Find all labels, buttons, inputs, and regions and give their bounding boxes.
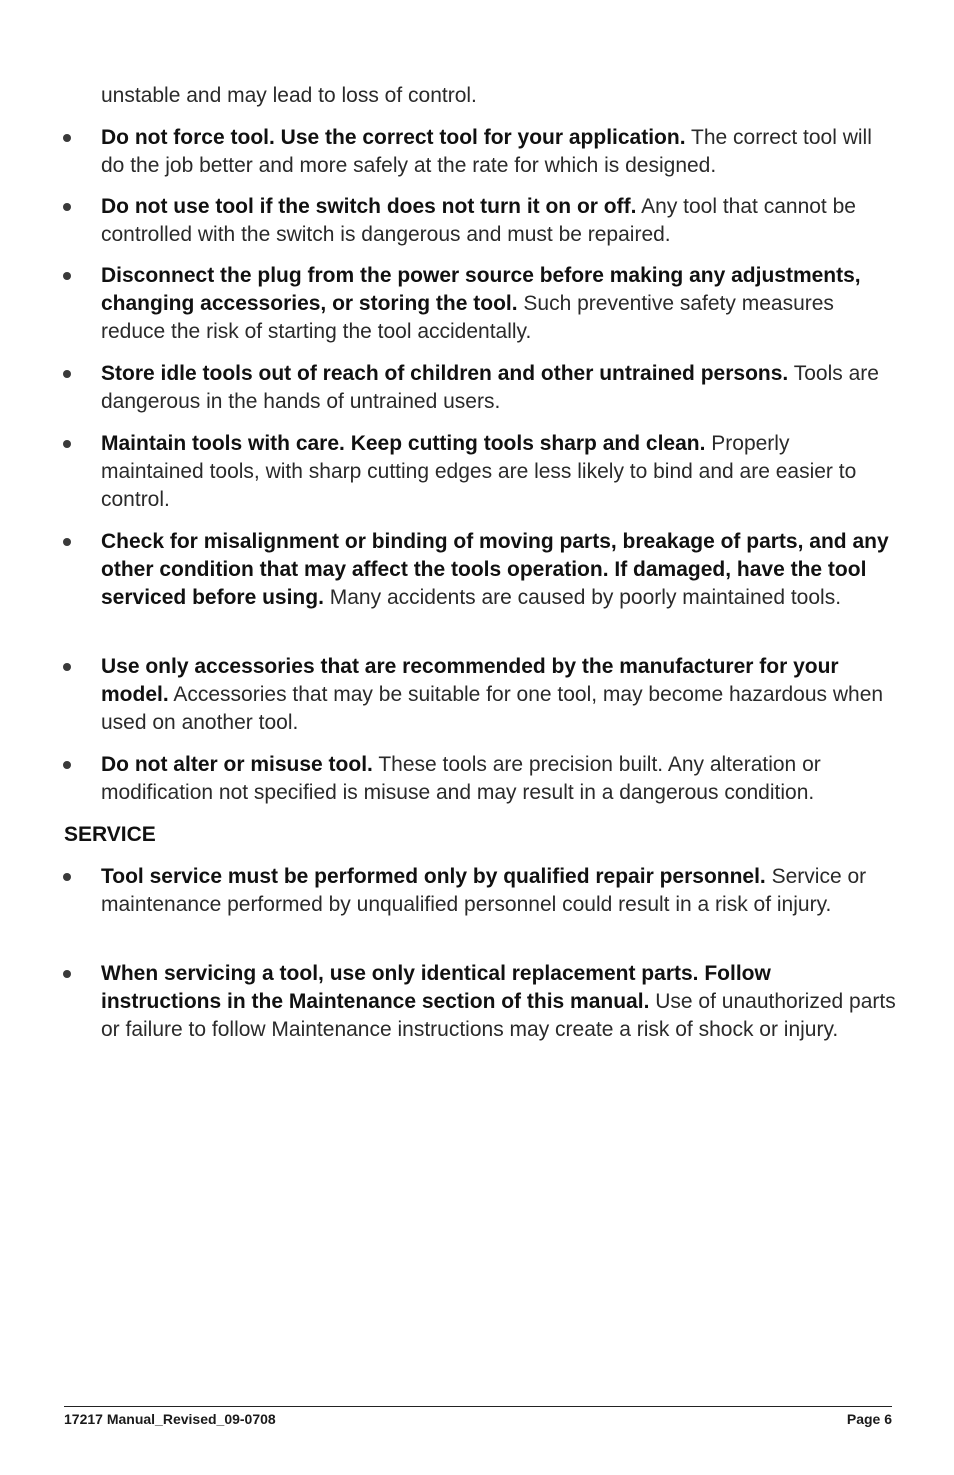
item-text: Many accidents are caused by poorly maintained tools. bbox=[323, 586, 842, 609]
item-heading: Do not force tool. Use the correct tool for your application. bbox=[101, 126, 686, 149]
item-heading: Maintain tools with care. Keep cutting tools sharp and clean. bbox=[101, 432, 706, 455]
safety-item bbox=[101, 528, 896, 612]
safety-item bbox=[101, 653, 896, 737]
continued-text: unstable and may lead to loss of control. bbox=[101, 84, 477, 107]
item-text: The correct tool will do the job better and more safely at the rate for which is designed. bbox=[101, 126, 872, 177]
bullet-icon bbox=[63, 272, 71, 280]
bullet-icon bbox=[63, 663, 71, 671]
service-heading: SERVICE bbox=[64, 823, 156, 846]
bullet-icon bbox=[63, 761, 71, 769]
item-heading: When servicing a tool, use only identical replacement parts. Follow instructions in the Maintenance section of this manual. bbox=[101, 962, 771, 1013]
footer-divider bbox=[64, 1406, 892, 1407]
service-item bbox=[101, 960, 896, 1044]
item-heading: Check for misalignment or binding of moving parts, breakage of parts, and any other condition that may affect the tools operation. If damaged, have the tool serviced before using. bbox=[101, 530, 889, 609]
item-text: Tools are dangerous in the hands of untrained users. bbox=[101, 362, 879, 413]
bullet-icon bbox=[63, 970, 71, 978]
item-text: Accessories that may be suitable for one tool, may become hazardous when used on another tool. bbox=[101, 683, 884, 734]
item-text: Such preventive safety measures reduce the risk of starting the tool accidentally. bbox=[101, 292, 834, 343]
safety-item bbox=[101, 430, 896, 514]
safety-item bbox=[101, 360, 896, 416]
bullet-icon bbox=[63, 134, 71, 142]
bullet-icon bbox=[63, 538, 71, 546]
service-item bbox=[101, 863, 896, 919]
item-text: Properly maintained tools, with sharp cutting edges are less likely to bind and are easier to control. bbox=[101, 432, 857, 511]
item-heading: Do not alter or misuse tool. bbox=[101, 753, 373, 776]
item-heading: Tool service must be performed only by qualified repair personnel. bbox=[101, 865, 766, 888]
safety-item bbox=[101, 193, 896, 249]
page-number: Page 6 bbox=[846, 1411, 892, 1427]
item-text: Any tool that cannot be controlled with the switch is dangerous and must be repaired. bbox=[101, 195, 856, 246]
item-heading: Use only accessories that are recommended by the manufacturer for your model. bbox=[101, 655, 839, 706]
safety-item bbox=[101, 262, 896, 346]
item-text: Service or maintenance performed by unqualified personnel could result in a risk of injury. bbox=[101, 865, 867, 916]
item-heading: Do not use tool if the switch does not turn it on or off. bbox=[101, 195, 637, 218]
document-id: 17217 Manual_Revised_09-0708 bbox=[64, 1411, 276, 1427]
safety-item bbox=[101, 751, 896, 807]
item-heading: Store idle tools out of reach of children and other untrained persons. bbox=[101, 362, 789, 385]
item-text: These tools are precision built. Any alteration or modification not specified is misuse and may result in a dangerous condition. bbox=[101, 753, 821, 804]
item-text: Use of unauthorized parts or failure to follow Maintenance instructions may create a risk of shock or injury. bbox=[101, 990, 896, 1041]
safety-item bbox=[101, 124, 896, 180]
bullet-icon bbox=[63, 203, 71, 211]
bullet-icon bbox=[63, 873, 71, 881]
bullet-icon bbox=[63, 370, 71, 378]
bullet-icon bbox=[63, 440, 71, 448]
item-heading: Disconnect the plug from the power source before making any adjustments, changing accessories, or storing the tool. bbox=[101, 264, 861, 315]
